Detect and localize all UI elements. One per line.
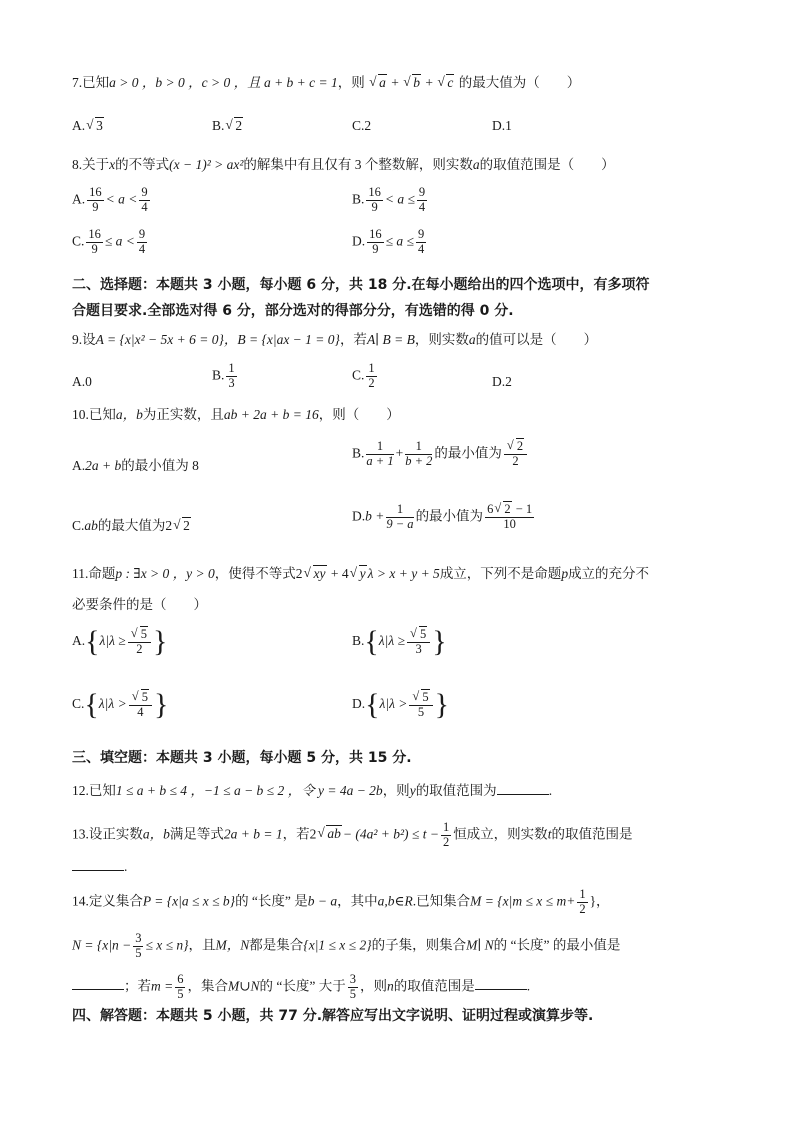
q11-option-b[interactable]: B.{λ|λ ≥ √ $\frac{5}{3}$ } bbox=[352, 627, 447, 657]
q10-option-c[interactable]: C.ab的最大值为2√ 2 bbox=[72, 514, 192, 534]
q10-option-b[interactable]: B. $\frac{1}{a + 1}$ + $\frac{1}{b + 2}$ 的最小值为 √ $\frac{2}{2}$ bbox=[352, 440, 529, 469]
q9-option-b[interactable]: B. $\frac{1}{3}$ bbox=[212, 361, 235, 390]
q9-option-d[interactable]: D.2 bbox=[492, 374, 512, 389]
section-2-heading-cont: 合题目要求.全部选对得 6 分，部分选对的得部分分，有选错的得 0 分. bbox=[72, 303, 514, 319]
question-12-stem: 12.已知1 ≤ a + b ≤ 4 ，−1 ≤ a − b ≤ 2 ，令 y = 4a − 2b，则y的取值范围为 . bbox=[72, 783, 553, 798]
q10-option-a[interactable]: A.2a + b的最小值为 8 bbox=[72, 458, 199, 473]
q8-option-a[interactable]: A. $\frac{16}{9}$ < a < $\frac{9}{4}$ bbox=[72, 185, 148, 214]
q11-option-c[interactable]: C.{λ|λ > √ $\frac{5}{4}$ } bbox=[72, 690, 168, 720]
q8-option-c[interactable]: C. $\frac{16}{9}$ ≤ a < $\frac{9}{4}$ bbox=[72, 227, 146, 256]
q7-option-a[interactable]: A.√ 3 bbox=[72, 118, 105, 134]
q8-option-b[interactable]: B. $\frac{16}{9}$ < a ≤ $\frac{9}{4}$ bbox=[352, 185, 426, 214]
q7-option-b[interactable]: B.√ 2 bbox=[212, 118, 244, 134]
question-14-line-3: ；若m = $\frac{6}{5}$ ，集合M∪N的 “长度” 大于 $\frac{3}{5}$ ，则n的取值范围是 . bbox=[72, 973, 530, 1002]
section-2-heading: 二、选择题：本题共 3 小题，每小题 6 分，共 18 分.在每小题给出的四个选项中，有多项符 bbox=[72, 277, 650, 293]
q14-answer-blank-1[interactable] bbox=[72, 977, 124, 990]
question-8-stem: 8.关于x的不等式(x − 1)² > ax²的解集中有且仅有 3 个整数解，则实数a的取值范围是（ ） bbox=[72, 157, 615, 172]
sqrt-a: √ a bbox=[369, 76, 387, 90]
q7-option-c[interactable]: C.2 bbox=[352, 118, 372, 133]
section-4-heading: 四、解答题：本题共 5 小题，共 77 分.解答应写出文字说明、证明过程或演算步等. bbox=[72, 1008, 594, 1024]
question-11-stem-cont: 必要条件的是（ ） bbox=[72, 597, 207, 612]
question-11-stem: 11.命题p : ∃x > 0 ，y > 0，使得不等式2√ xy + 4√ y λ > x + y + 5成立，下列不是命题p成立的充分不 bbox=[72, 567, 649, 581]
q11-option-a[interactable]: A.{λ|λ ≥ √ $\frac{5}{2}$ } bbox=[72, 627, 167, 657]
q8-option-d[interactable]: D. $\frac{16}{9}$ ≤ a ≤ $\frac{9}{4}$ bbox=[352, 227, 425, 256]
sqrt-b: √ b bbox=[403, 76, 421, 90]
section-3-heading: 三、填空题：本题共 3 小题，每小题 5 分，共 15 分. bbox=[72, 750, 412, 766]
question-14-line-2: N = {x|n − $\frac{3}{5}$ ≤ x ≤ n}，且M，N都是集合{x|1 ≤ x ≤ 2}的子集，则集合M∣ N的 “长度” 的最小值是 bbox=[72, 931, 621, 960]
q13-answer-blank[interactable] bbox=[72, 858, 124, 871]
question-9-stem: 9.设A = {x|x² − 5x + 6 = 0}，B = {x|ax − 1 = 0}，若A∣ B = B，则实数a的值可以是（ ） bbox=[72, 332, 598, 347]
question-10-stem: 10.已知a，b为正实数，且ab + 2a + b = 16，则（ ） bbox=[72, 407, 400, 422]
q9-option-c[interactable]: C. $\frac{1}{2}$ bbox=[352, 361, 375, 390]
q12-answer-blank[interactable] bbox=[497, 782, 549, 795]
q14-answer-blank-2[interactable] bbox=[475, 977, 527, 990]
question-14-stem: 14.定义集合P = {x|a ≤ x ≤ b}的 “长度” 是b − a，其中a,b∈R.已知集合M = {x|m ≤ x ≤ m+ $\frac{1}{2}$ }， bbox=[72, 887, 610, 916]
question-7-stem: 7.已知a > 0 ，b > 0 ，c > 0 ，且 a + b + c = 1，则 √ a + √ b + √ c 的最大值为（ ） bbox=[72, 76, 580, 90]
q7-option-d[interactable]: D.1 bbox=[492, 118, 512, 133]
sqrt-c: √ c bbox=[437, 76, 454, 90]
q9-option-a[interactable]: A.0 bbox=[72, 374, 92, 389]
q11-option-d[interactable]: D.{λ|λ > √ $\frac{5}{5}$ } bbox=[352, 690, 449, 720]
question-13-answer-line: . bbox=[72, 858, 127, 874]
q10-option-d[interactable]: D.b + $\frac{1}{9 - a}$ 的最小值为 $\frac{6√ 2 - 1}{10}$ bbox=[352, 503, 536, 532]
question-13-stem: 13.设正实数a，b满足等式2a + b = 1，若2√ ab − (4a² + b²) ≤ t − $\frac{1}{2}$ 恒成立，则实数t的取值范围是 bbox=[72, 821, 632, 850]
